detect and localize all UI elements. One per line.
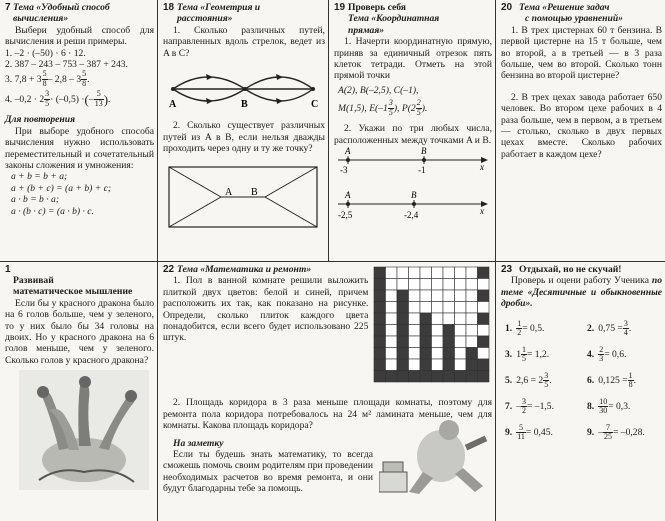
card-title: Тема «Решение задач с помощью уравнений» <box>519 2 623 25</box>
tile <box>466 336 478 348</box>
tile <box>432 371 444 383</box>
task-text: Выбери удобный способ для вычисления и реши примеры. <box>5 24 154 48</box>
fraction-item: 5. 2,6 = 2 $\frac{3}{5}$ . <box>505 370 552 390</box>
card-17 <box>0 0 158 262</box>
fraction-item: 1. $\frac{1}{2}$ = 0,5. <box>505 318 545 338</box>
tile <box>374 371 386 383</box>
card-number: 22 <box>163 264 175 275</box>
tile <box>409 313 421 325</box>
tile <box>466 313 478 325</box>
tile <box>455 267 467 279</box>
tile <box>432 302 444 314</box>
axis1-tick-a: -3 <box>340 165 348 176</box>
svg-text:B: B <box>411 190 417 201</box>
tile-floor-pattern <box>372 265 492 385</box>
tile <box>374 267 386 279</box>
tile <box>478 313 490 325</box>
tile <box>374 290 386 302</box>
tile <box>386 348 398 360</box>
tile <box>397 302 409 314</box>
tile <box>374 359 386 371</box>
tile <box>455 359 467 371</box>
fraction-item: 3. 1 $\frac{1}{5}$ = 1,2. <box>505 344 550 364</box>
tile <box>466 302 478 314</box>
card-18 <box>158 0 329 262</box>
tile <box>432 336 444 348</box>
tile <box>455 279 467 291</box>
tile <box>397 359 409 371</box>
question-2: 2. В трех цехах завода работает 650 человек. Во втором цехе рабочих в 4 раза больше, чем в первом, а в третьем — столько, сколько в двух первых цехах вместе. Сколько рабочих работает в каждом цехе? <box>501 91 662 160</box>
tile <box>409 290 421 302</box>
card-title: Развивай математическое мышление <box>13 275 133 298</box>
card-number: 1 <box>5 264 11 275</box>
question-2: 2. Площадь коридора в 3 раза меньше площади комнаты, поэтому для ремонта пола коридора потребовалось на 24 м² ламината меньше, чем для комнаты. Какова площадь коридора? <box>163 397 492 432</box>
tile <box>466 371 478 383</box>
svg-text:x: x <box>480 206 484 217</box>
tile <box>386 325 398 337</box>
tile <box>409 325 421 337</box>
tile <box>409 371 421 383</box>
puzzle-text: Если бы у красного дракона было на 6 голов больше, чем у зеленого, то у них было бы 34 головы на двоих. Но у красного дракона на 6 голов меньше, чем у зеленого. Сколько голов у красного дракона? <box>5 297 154 366</box>
fraction-item: 4. $\frac{2}{3}$ = 0,6. <box>587 344 627 364</box>
tile <box>466 325 478 337</box>
tile <box>443 313 455 325</box>
rect-point-b: B <box>251 186 258 198</box>
tile <box>466 279 478 291</box>
tile <box>420 279 432 291</box>
example-3: 3. 7,8 + 3 $\frac{5}{8}$ – 2,8 – 3 $\frac{5}{8}$ . <box>5 69 90 88</box>
tile <box>478 267 490 279</box>
tile <box>455 313 467 325</box>
note-text: Если ты будешь знать математику, то всегда сможешь помочь своим родителям при проведении необходимых расчетов во время ремонта, и они будут благодарны тебе за помощь. <box>163 449 373 495</box>
card-number: 23 <box>501 264 513 275</box>
tile <box>443 336 455 348</box>
tile <box>443 359 455 371</box>
tile <box>420 371 432 383</box>
svg-text:x: x <box>480 162 484 173</box>
laws-list: a + b = b + a; a + (b + c) = (a + b) + c; a · b = b · a; a · (b · c) = (a · b) · c. <box>11 171 112 217</box>
point-a-label: A <box>169 99 177 111</box>
tile <box>432 290 444 302</box>
question-1: 1. В трех цистернах 60 т бензина. В первой цистерне на 15 т больше, чем во второй, а в третьей — в 3 раза больше, чем во второй. Сколько тонн бензина во второй цистерне? <box>501 24 662 82</box>
tile <box>386 371 398 383</box>
card-title: Тема «Удобный способ вычисления» <box>13 2 110 25</box>
tile <box>420 290 432 302</box>
repeat-text: При выборе удобного способа вычисления нужно использовать переместительный и сочетательный законы сложения и умножения: <box>5 125 154 172</box>
tile <box>432 348 444 360</box>
tile <box>386 290 398 302</box>
card-19 <box>329 0 496 262</box>
tile <box>420 336 432 348</box>
card-number: 20 <box>501 2 513 13</box>
question-2: 2. Укажи по три любых числа, расположенных между точками A и B. <box>334 123 492 146</box>
tile <box>478 325 490 337</box>
fraction-item: 9. – $\frac{7}{25}$ = –0,28. <box>587 422 645 442</box>
tile <box>466 359 478 371</box>
tile <box>397 290 409 302</box>
points-line-2: M(1,5), E(–1 $\frac{3}{5}$ ), P(2 $\frac{2}{5}$ ). <box>338 98 428 117</box>
tile <box>409 279 421 291</box>
tile <box>478 348 490 360</box>
tile <box>397 313 409 325</box>
tile <box>478 359 490 371</box>
card-number: 18 <box>163 2 175 13</box>
card-22 <box>158 262 496 521</box>
tile <box>478 336 490 348</box>
tile <box>478 279 490 291</box>
tile <box>397 325 409 337</box>
tile <box>443 290 455 302</box>
rect-point-a: A <box>225 186 233 198</box>
tile <box>386 302 398 314</box>
fraction-item: 9. $\frac{5}{11}$ = 0,45. <box>505 422 553 442</box>
tile <box>432 267 444 279</box>
tile <box>420 348 432 360</box>
tile <box>443 325 455 337</box>
axis1-tick-b: -1 <box>418 165 426 176</box>
tile <box>374 279 386 291</box>
fraction-item: 6. 0,125 = $\frac{1}{8}$ . <box>587 370 637 390</box>
svg-text:A: A <box>345 190 351 201</box>
question-2: 2. Сколько существует различных путей из A в B, если нельзя дважды проходить через одну и ту же точку? <box>163 120 325 155</box>
question-1: 1. Пол в ванной комнате решили выложить плиткой двух цветов: белой и синей, причем расположить их так, как показано на рисунке. Определи, сколько плиток каждого цвета понадобится, если всего будет использовано 225 штук. <box>163 275 369 344</box>
tile <box>432 325 444 337</box>
tile <box>397 348 409 360</box>
tile <box>455 325 467 337</box>
tile <box>466 267 478 279</box>
card-number: 7 <box>5 2 11 13</box>
svg-text:A: A <box>345 146 351 157</box>
repair-illustration <box>379 416 491 496</box>
point-b-label: B <box>241 99 248 111</box>
tile <box>409 336 421 348</box>
tile <box>466 290 478 302</box>
tile <box>432 359 444 371</box>
tile <box>432 279 444 291</box>
repeat-title: Для повторения <box>5 114 76 126</box>
fraction-exercises <box>505 320 662 442</box>
number-lines <box>334 146 492 228</box>
tile <box>466 348 478 360</box>
tile <box>386 267 398 279</box>
example-2: 2. 387 – 243 – 753 – 387 + 243. <box>5 59 128 71</box>
tile <box>478 290 490 302</box>
card-20 <box>496 0 665 262</box>
tile <box>409 302 421 314</box>
svg-text:B: B <box>421 146 427 157</box>
tile <box>455 371 467 383</box>
tile <box>443 267 455 279</box>
tile <box>397 371 409 383</box>
question-1: 1. Начерти координатную прямую, приняв за единичный отрезок пять клеток тетради. Отметь на этой прямой точки <box>334 36 492 82</box>
tile <box>386 359 398 371</box>
rectangle-diagram <box>163 163 323 233</box>
tile <box>455 290 467 302</box>
tile <box>409 267 421 279</box>
card-title: Тема «Геометрия и расстояния» <box>177 2 261 25</box>
point-c-label: C <box>311 99 319 111</box>
card-title: Отдыхай, но не скучай! <box>519 264 622 275</box>
tile <box>386 279 398 291</box>
tile <box>443 302 455 314</box>
tile <box>455 336 467 348</box>
tile <box>386 336 398 348</box>
tile <box>478 302 490 314</box>
tile <box>420 302 432 314</box>
tile <box>455 348 467 360</box>
tile <box>443 371 455 383</box>
tile <box>397 267 409 279</box>
tile <box>397 336 409 348</box>
axis2-tick-b: -2,4 <box>404 210 419 221</box>
task-text: Проверь и оцени работу Ученика по теме «Десятичные и обыкновенные дроби». <box>501 275 662 310</box>
tile <box>455 302 467 314</box>
tile <box>443 348 455 360</box>
tile <box>374 325 386 337</box>
tile <box>420 267 432 279</box>
note-title: На заметку <box>173 437 224 449</box>
tile <box>443 279 455 291</box>
tile <box>397 279 409 291</box>
fraction-item: 7. – $\frac{3}{2}$ = –1,5. <box>505 396 554 416</box>
tile <box>420 359 432 371</box>
tile <box>409 348 421 360</box>
tile <box>409 359 421 371</box>
card-title: Тема «Математика и ремонт» <box>177 264 312 275</box>
tile <box>374 336 386 348</box>
dragon-illustration <box>19 370 149 490</box>
points-line-1: A(2), B(–2,5), C(–1), <box>338 84 419 96</box>
tile <box>374 313 386 325</box>
example-4: 4. –0,2 · 2 $\frac{3}{5}$ · (–0,5) · ( – $\frac{5}{13}$ ) . <box>5 89 111 108</box>
tile <box>420 325 432 337</box>
question-1: 1. Сколько различных путей, направленных вдоль стрелок, ведет из A в C? <box>163 24 325 59</box>
card-number: 19 <box>334 2 346 13</box>
fraction-item: 8. $\frac{10}{30}$ = 0,3. <box>587 396 631 416</box>
card-23 <box>496 262 665 521</box>
card-21 <box>0 262 158 521</box>
tile <box>374 348 386 360</box>
tile <box>374 302 386 314</box>
tile <box>386 313 398 325</box>
axis2-tick-a: -2,5 <box>338 210 353 221</box>
tile <box>432 313 444 325</box>
tile <box>478 371 490 383</box>
fraction-item: 2. 0,75 = $\frac{3}{4}$ . <box>587 318 632 338</box>
card-title: Проверь себя Тема «Координатная прямая» <box>348 2 440 36</box>
paths-diagram <box>163 63 323 111</box>
example-1: 1. –2 · (–50) · 6 · 12. <box>5 47 86 59</box>
tile <box>420 313 432 325</box>
